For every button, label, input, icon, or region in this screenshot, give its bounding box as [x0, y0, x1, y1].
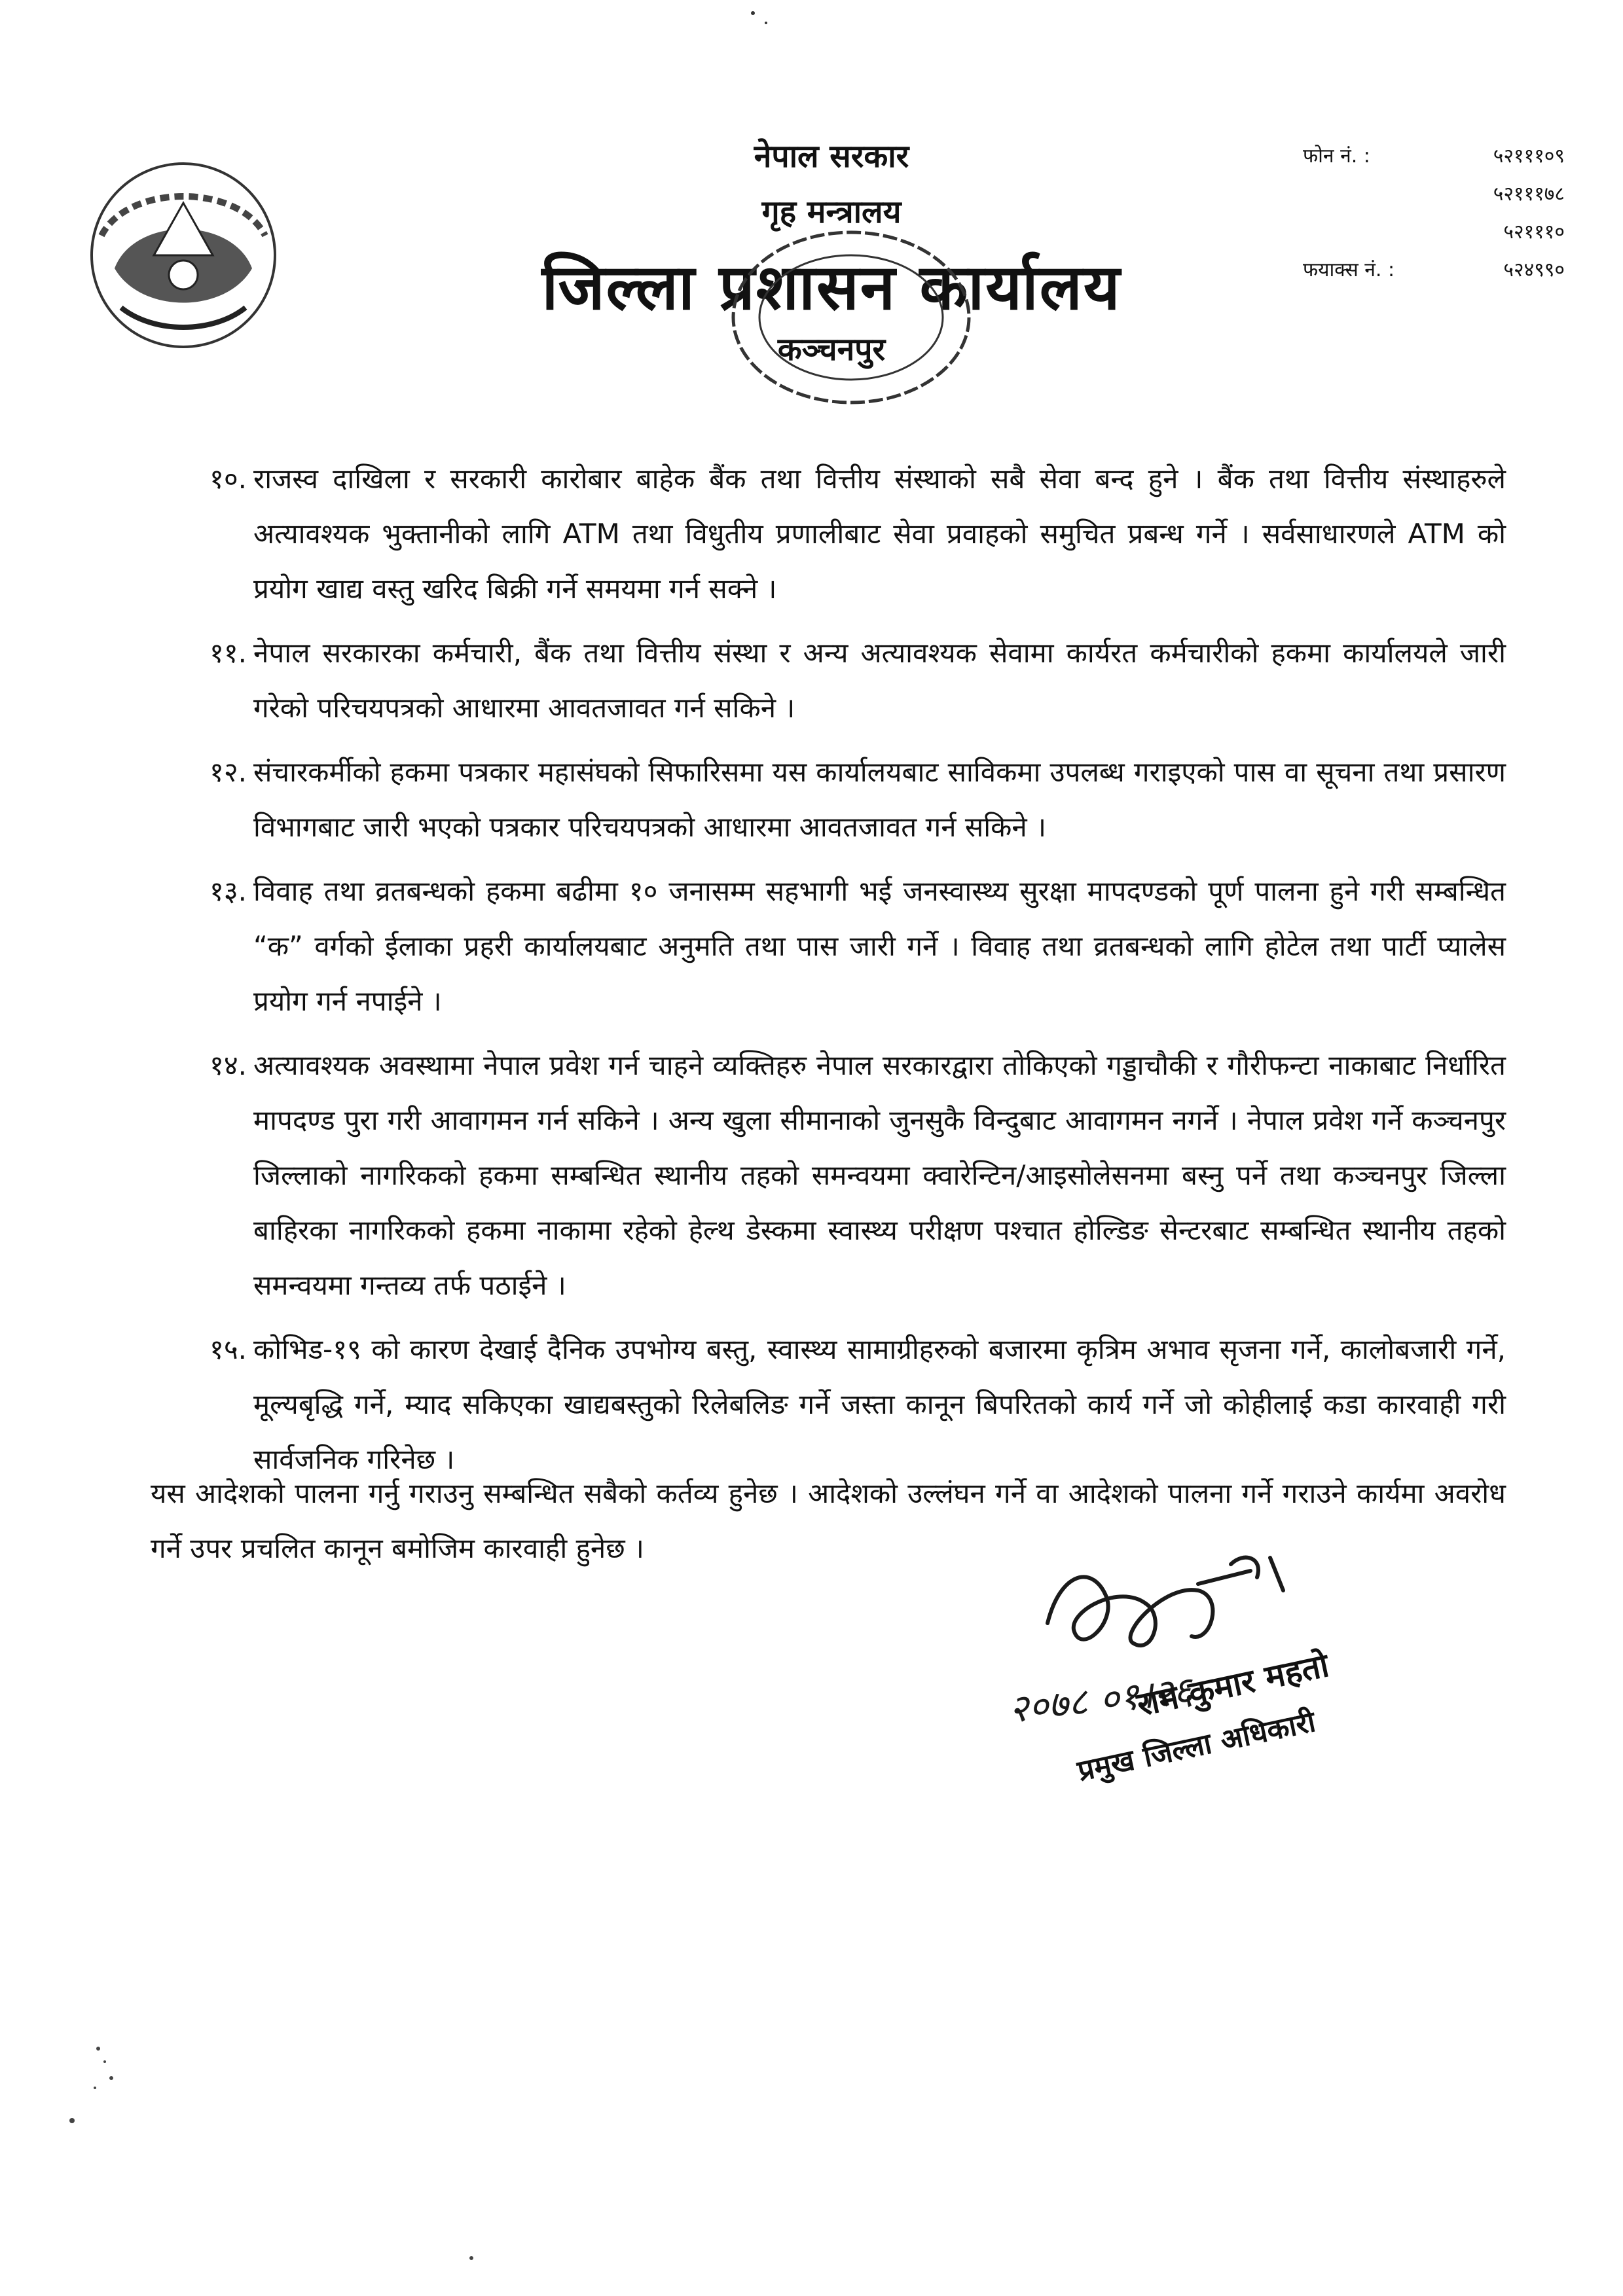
order-items-list [210, 452, 1506, 1496]
fax-number: ५२४९९० [1503, 259, 1565, 281]
fax-row [1303, 251, 1565, 289]
item-number: १२. [210, 756, 247, 788]
list-item [210, 745, 1506, 855]
closing-paragraph: यस आदेशको पालना गर्नु गराउनु सम्बन्धित सबैको कर्तव्य हुनेछ । आदेशको उल्लंघन गर्ने वा आदेशको पालना गर्ने गराउने कार्यमा अवरोध गर्ने उपर प्रचलित कानून बमोजिम कारवाही हुनेछ । [151, 1477, 1506, 1564]
phone-row [1303, 175, 1565, 213]
item-number: १०. [210, 463, 247, 495]
header-ministry: गृह मन्त्रालय [761, 194, 902, 230]
item-number: ११. [210, 637, 247, 669]
item-text: कोभिड-१९ को कारण देखाई दैनिक उपभोग्य बस्तु, स्वास्थ्य सामाग्रीहरुको बजारमा कृत्रिम अभाव सृजना गर्ने, कालोबजारी गर्ने, मूल्यबृद्धि गर्ने, म्याद सकिएका खाद्यबस्तुको रिलेबलिङ गर्ने जस्ता कानून बिपरितको कार्य गर्ने जो कोहीलाई कडा कारवाही गरी सार्वजनिक गरिनेछ । [253, 1333, 1506, 1475]
phone-number: ५२१११०९ [1493, 145, 1565, 168]
list-item [210, 626, 1506, 736]
list-item [210, 864, 1506, 1029]
list-item [210, 1038, 1506, 1313]
contact-block [1303, 137, 1565, 289]
item-text: नेपाल सरकारका कर्मचारी, बैंक तथा वित्तीय संस्था र अन्य अत्यावश्यक सेवामा कार्यरत कर्मचारीको हकमा कार्यालयले जारी गरेको परिचयपत्रको आधारमा आवतजावत गर्न सकिने । [253, 637, 1506, 724]
signatory-name: राम कुमार महतो [1133, 1645, 1332, 1724]
phone-number: ५२१११० [1503, 221, 1565, 243]
nepal-emblem-icon [75, 157, 291, 353]
item-number: १४. [210, 1049, 247, 1081]
phone-row [1303, 213, 1565, 251]
fax-label: फयाक्स नं. : [1303, 259, 1395, 281]
item-text: राजस्व दाखिला र सरकारी कारोबार बाहेक बैंक तथा वित्तीय संस्थाको सबै सेवा बन्द हुने । बैंक तथा वित्तीय संस्थाहरुले अत्यावश्यक भुक्तानीको लागि ATM तथा विधुतीय प्रणालीबाट सेवा प्रवाहको समुचित प्रबन्ध गर्ने । सर्वसाधारणले ATM को प्रयोग खाद्य वस्तु खरिद बिक्री गर्ने समयमा गर्न सक्ने । [253, 463, 1506, 605]
list-item [210, 1322, 1506, 1487]
header-government: नेपाल सरकार [754, 138, 909, 175]
item-text: विवाह तथा व्रतबन्धको हकमा बढीमा १० जनासम्म सहभागी भई जनस्वास्थ्य सुरक्षा मापदण्डको पूर्ण पालना हुने गरी सम्बन्धित “क” वर्गको ईलाका प्रहरी कार्यालयबाट अनुमति तथा पास जारी गर्ने । विवाह तथा व्रतबन्धको लागि होटेल तथा पार्टी प्यालेस प्रयोग गर्न नपाईने । [253, 875, 1506, 1017]
item-text: अत्यावश्यक अवस्थामा नेपाल प्रवेश गर्न चाहने व्यक्तिहरु नेपाल सरकारद्वारा तोकिएको गड्डाचौकी र गौरीफन्टा नाकाबाट निर्धारित मापदण्ड पुरा गरी आवागमन गर्न सकिने । अन्य खुला सीमानाको जुनसुकै विन्दुबाट आवागमन नगर्ने । नेपाल प्रवेश गर्ने कञ्चनपुर जिल्लाको नागरिकको हकमा सम्बन्धित स्थानीय तहको समन्वयमा क्वारेन्टिन/आइसोलेसनमा बस्नु पर्ने तथा कञ्चनपुर जिल्ला बाहिरका नागरिकको हकमा नाकामा रहेको हेल्थ डेस्कमा स्वास्थ्य परीक्षण पश्चात होल्डिङ सेन्टरबाट सम्बन्धित स्थानीय तहको समन्वयमा गन्तव्य तर्फ पठाईने । [253, 1049, 1506, 1301]
signature-block [969, 1532, 1440, 1813]
header-office-title: जिल्ला प्रशासन कार्यालय [541, 251, 1122, 324]
item-text: संचारकर्मीको हकमा पत्रकार महासंघको सिफारिसमा यस कार्यालयबाट साविकमा उपलब्ध गराइएको पास वा सूचना तथा प्रसारण विभागबाट जारी भएको पत्रकार परिचयपत्रको आधारमा आवतजावत गर्न सकिने । [253, 756, 1506, 843]
phone-row [1303, 137, 1565, 175]
office-stamp-icon [727, 226, 976, 409]
item-number: १५. [210, 1333, 247, 1365]
phone-number: ५२१११७८ [1493, 183, 1565, 206]
header-district: कञ्चनपुर [777, 331, 886, 368]
item-number: १३. [210, 875, 247, 907]
signatory-title: प्रमुख जिल्ला अधिकारी [1074, 1704, 1319, 1788]
list-item [210, 452, 1506, 617]
phone-label: फोन नं. : [1303, 145, 1370, 168]
signature-date: २०७८ ०१।२६ [1006, 1668, 1195, 1732]
